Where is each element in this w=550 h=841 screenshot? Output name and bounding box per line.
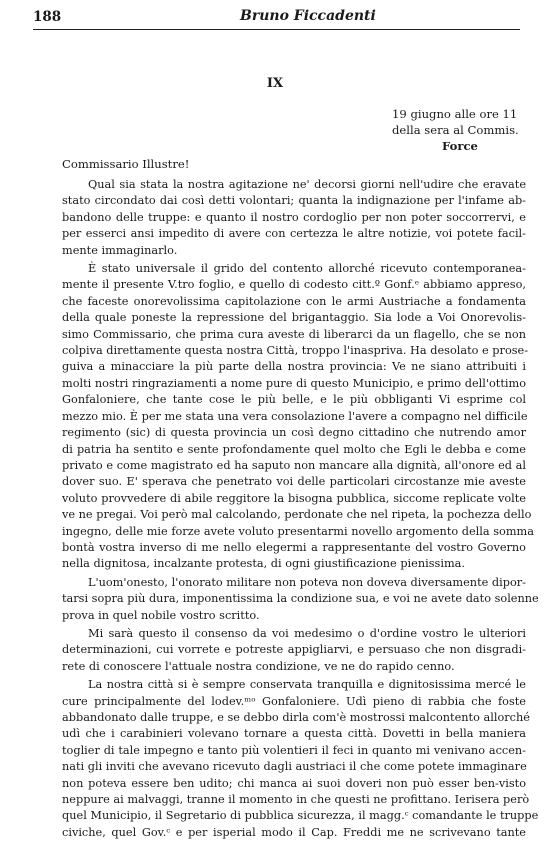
text-line: della quale poneste la repressione del brigantaggio. Sia lode a Voi Onorevolis- [62, 311, 526, 325]
text-line: bandono delle truppe: e quanto il nostro cordoglio per non poter soccorrervi, e [62, 210, 526, 224]
text-line: abbandonato dalle truppe, e se debbo dirla com'è mostrossi malcontento allorché [62, 711, 530, 724]
text-line: stato circondato dai così detti volontari; quanta la indignazione per l'infame ab- [62, 194, 526, 208]
dateline-line: 19 giugno alle ore 11 [392, 107, 518, 121]
paragraph [62, 177, 526, 259]
text-line: È stato universale il grido del contento allorché ricevuto contemporanea- [88, 262, 526, 276]
text-line: ve ne pregai. Voi però mal calcolando, perdonate che nel ripeta, la pochezza dello [62, 508, 532, 522]
text-line: regimento (sic) di questa provincia un così degno cittadino che nutrendo amor [62, 426, 526, 440]
text-line: molti nostri ringraziamenti a nome pure di questo Municipio, e primo dell'ottimo [62, 376, 526, 390]
text-line: colpiva direttamente questa nostra Città, troppo l'inaspriva. Ha desolato e prose- [62, 344, 529, 358]
paragraph [62, 626, 526, 675]
text-line: quel Municipio, il Segretario di pubblica sicurezza, il magg.ᶜ comandante le truppe [62, 809, 539, 823]
text-line: non poteva essere ben udito; chi manca ai suoi doveri non può esser ben-visto [62, 776, 526, 790]
text-line: di patria ha sentito e sente profondamente quel molto che Egli le debba e come [62, 442, 526, 456]
dateline-line: della sera al Commis. [392, 123, 519, 137]
text-line: mente il presente V.tro foglio, e quello di codesto citt.º Gonf.ᵉ abbiamo appreso, [62, 278, 526, 292]
text-line: civiche, quel Gov.ᶜ e per isperial modo il Cap. Freddi me ne scrivevano tante [62, 825, 526, 839]
text-line: nella dignitosa, incalzante protesta, di ogni giustificazione pienissima. [62, 557, 465, 571]
paragraph [62, 677, 539, 841]
salutation: Commissario Illustre! [62, 157, 190, 171]
paragraph [62, 575, 539, 624]
chapter-number: IX [266, 76, 284, 91]
text-line: tarsi sopra più dura, imponentissima la condizione sua, e voi ne avete dato solenne [62, 592, 539, 606]
text-line: nati gli inviti che avevano ricevuto dagli austriaci il che come potete immaginare [62, 760, 527, 774]
text-line: mezzo mio. È per me stata una vera consolazione l'avere a compagno nel difficile [62, 409, 528, 423]
text-line: per esserci ansi impedito di avere con certezza le altre notizie, voi potete facil- [62, 227, 526, 241]
running-head: Bruno Ficcadenti [240, 8, 376, 24]
text-line: determinazioni, cui vorrete e potreste appigliarvi, e persuaso che non disgradi- [62, 643, 526, 657]
text-line: simo Commissario, che prima cura aveste di liberarci da un flagello, che se non [62, 327, 526, 341]
text-line: voluto provvedere di abile reggitore la bisogna pubblica, siccome replicate volte [62, 491, 526, 505]
text-line: cure principalmente del lodev.ᵐᵒ Gonfaloniere. Udì pieno di rabbia che foste [62, 694, 526, 708]
text-line: che faceste onorevolissima capitolazione con le armi Austriache a fondamenta [62, 294, 526, 308]
text-line: L'uom'onesto, l'onorato militare non poteva non doveva diversamente dipor- [88, 575, 526, 589]
dateline [392, 106, 522, 154]
text-line: rete di conoscere l'attuale nostra condizione, ve ne do rapido cenno. [62, 659, 455, 673]
page-number: 188 [33, 9, 62, 25]
text-line: La nostra città si è sempre conservata tranquilla e dignitosissima mercé le [88, 678, 526, 692]
paragraph [62, 261, 534, 573]
text-line: mente immaginarlo. [62, 243, 178, 257]
text-line: bontà vostra inverso di me nello elegermi a rappresentante del vostro Governo [62, 540, 526, 554]
text-line: guiva a minacciare la più parte della nostra provincia: Ve ne siano attribuiti i [62, 360, 526, 374]
text-line: Gonfaloniere, che tante cose le più belle, e le più obbliganti Vi esprime col [62, 393, 526, 407]
text-line: neppure ai malvaggi, tranne il momento in che questi ne profittano. Ierisera però [62, 793, 530, 807]
text-line: prova in quel nobile vostro scritto. [62, 608, 260, 622]
text-line: toglier di tale impegno e tanto più volentieri il feci in quanto mi venivano accen- [62, 743, 526, 757]
page-header [33, 9, 520, 29]
letter-body [62, 177, 539, 841]
text-line: Qual sia stata la nostra agitazione ne' decorsi giorni nell'udire che eravate [88, 178, 526, 191]
text-line: privato e come magistrato ed ha saputo non mancare alla dignità, all'onore ed al [62, 458, 526, 472]
text-line: Mi sarà questo il consenso da voi medesimo o d'ordine vostro le ulteriori [88, 626, 526, 640]
text-line: dover suo. E' sperava che penetrato voi delle particolari circostanze mie aveste [62, 475, 526, 489]
text-line: ingegno, delle mie forze avete voluto presentarmi novello argomento della somma [62, 524, 534, 538]
dateline-line: Force [442, 139, 478, 153]
text-line: udì che i carabinieri volevano tornare a questa città. Dovetti in bella maniera [62, 727, 526, 741]
header-rule [33, 29, 520, 30]
